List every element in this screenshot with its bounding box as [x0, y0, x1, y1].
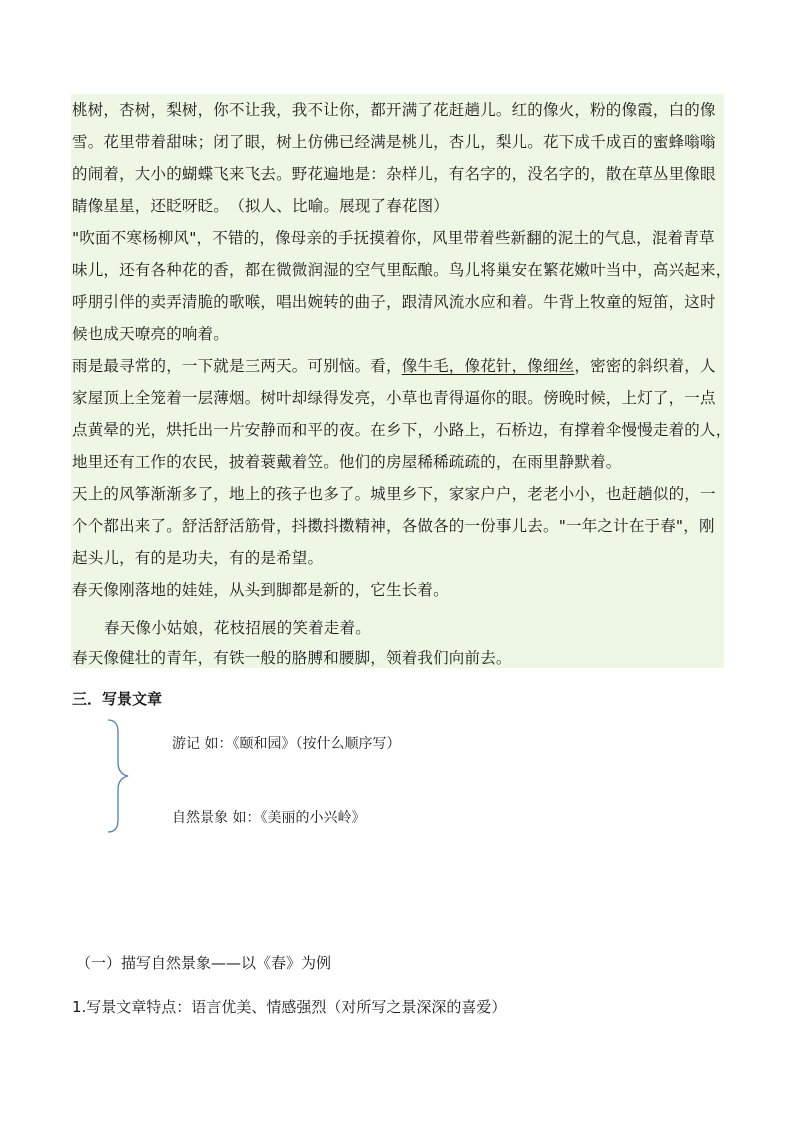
paragraph-line: 春天像刚落地的娃娃，从头到脚都是新的，它生长着。 [72, 581, 449, 599]
paragraph-line: "吹面不寒杨柳风"，不错的，像母亲的手抚摸着你，风里带着些新翻的泥土的气息，混着青草 [72, 229, 715, 247]
rain-text-after: ，密密的斜织着，人 [574, 357, 716, 375]
paragraph-line: 天上的风筝渐渐多了，地上的孩子也多了。城里乡下，家家户户，老老小小，也赶趟似的，一 [72, 485, 716, 503]
rain-underlined-phrase: 像牛毛，像花针，像细丝 [401, 357, 575, 375]
paragraph-line: 春天像小姑娘，花枝招展的笑着走着。 [104, 619, 371, 637]
paragraph-line: 桃树，杏树，梨树，你不让我，我不让你，都开满了花赶趟儿。红的像火，粉的像霞，白的像 [72, 101, 716, 119]
paragraph-line: 家屋顶上全笼着一层薄烟。树叶却绿得发亮，小草也青得逼你的眼。傍晚时候，上灯了，一点 [72, 389, 716, 407]
brace-item-travel: 游记 如：《颐和园》（按什么顺序写） [172, 736, 401, 752]
paragraph-line: 味儿，还有各种花的香，都在微微润湿的空气里酝酿。鸟儿将巢安在繁花嫩叶当中，高兴起来， [72, 261, 732, 279]
brace-icon [104, 718, 134, 834]
paragraph-line: 雪。花里带着甜味；闭了眼，树上仿佛已经满是桃儿，杏儿，梨儿。花下成千成百的蜜蜂嗡嗡 [72, 133, 716, 151]
paragraph-line: 地里还有工作的农民，披着蓑戴着笠。他们的房屋稀稀疏疏的，在雨里静默着。 [72, 453, 622, 471]
paragraph-line: 点黄晕的光，烘托出一片安静而和平的夜。在乡下，小路上，石桥边，有撑着伞慢慢走着的人， [72, 421, 732, 439]
subheading: （一）描写自然景象——以《春》为例 [76, 954, 332, 972]
rain-text-before: 雨是最寻常的，一下就是三两天。可别恼。看， [72, 357, 402, 375]
section-heading: 三．写景文章 [72, 690, 163, 708]
paragraph-line: 起头儿，有的是功夫，有的是希望。 [72, 549, 324, 567]
paragraph-line: 的闹着，大小的蝴蝶飞来飞去。野花遍地是：杂样儿，有名字的，没名字的，散在草丛里像眼 [72, 165, 716, 183]
brace-item-nature: 自然景象 如：《美丽的小兴岭》 [172, 810, 366, 826]
point-1: 1.写景文章特点：语言优美、情感强烈（对所写之景深深的喜爱） [72, 998, 507, 1016]
paragraph-line: 候也成天嘹亮的响着。 [72, 325, 230, 343]
paragraph-line: 春天像健壮的青年，有铁一般的胳膊和腰脚，领着我们向前去。 [72, 649, 512, 667]
paragraph-line-rain [72, 356, 724, 376]
paragraph-line: 睛像星星，还眨呀眨。 （拟人、比喻。展现了春花图） [72, 197, 450, 215]
paragraph-line: 个个都出来了。舒活舒活筋骨，抖擞抖擞精神，各做各的一份事儿去。"一年之计在于春"，刚 [72, 517, 715, 535]
paragraph-line: 呼朋引伴的卖弄清脆的歌喉，唱出婉转的曲子，跟清风流水应和着。牛背上牧童的短笛，这时 [72, 293, 716, 311]
